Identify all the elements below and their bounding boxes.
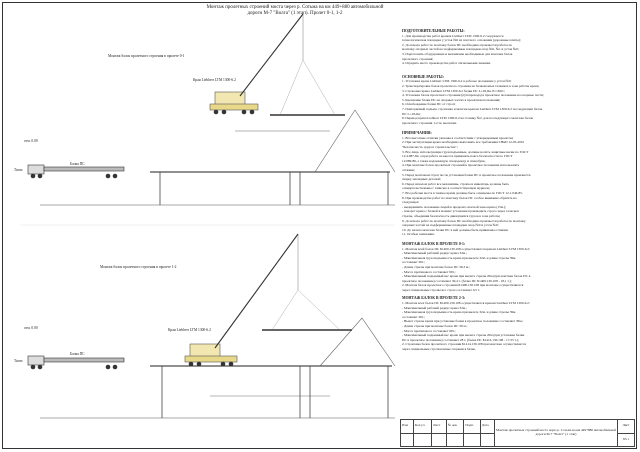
beam-label-2: Балка ПС [70,352,85,356]
main-item: 8. Перевод крана Liebherr LTM 1300-6.2 на стоянку №2, для последующего монтажа балок [402,116,534,121]
note-item: 10. До начала монтажа балки ПС к ней должны быть привязаны оттяжки; [402,227,509,232]
crane-chassis-1 [210,104,258,110]
main-item: 4. Установка балок пролетного строения (путепровода) в проектное положение на опорные части; [402,93,544,98]
embankment-2 [320,318,395,366]
piles-1 [160,172,388,205]
mount1-item: - Масса противовеса составляет 90т.; [402,269,456,274]
stamp-col: Кол.уч [413,420,431,434]
note-item: освидетельствованы с записью в соответствующем журнале; [402,186,491,191]
notes-column [402,26,634,352]
note-item: 9. До начала работ по монтажу балок ПС необходимо произвести работы по монтажу [402,218,526,223]
stamp-sheet-number: 83.1 [618,433,635,447]
crane-chassis-2 [185,356,237,362]
drawing1-caption: Монтаж балок пролетного строения в пролете 0-1 [108,54,185,58]
note-item: 3. Все лица, использующие грузоподъемные, должны носить защитные каски по ГОСТ [402,149,529,154]
truck-wheels-2 [31,365,117,369]
stamp-sheet-label: Лист [618,420,635,434]
title-block [400,419,635,447]
mount2-item: ПС в проектное положение) составляет 28 т. (балка ПС Б1414.130.108 - 17,35 т.); [402,337,519,342]
prep-heading: ПОДГОТОВИТЕЛЬНЫЕ РАБОТЫ: [402,29,465,33]
beam-label-1: Балка ПС [70,162,85,166]
mount1-item: - Максимальный рабочий радиус крана 32м.; [402,251,467,256]
prep-item: технологическая площадка у устоя №0 из плотного основания (дорожные плиты); [402,38,521,43]
truck-cab-2 [28,356,44,365]
drawing-span-0-1 [28,14,395,205]
mount1-item: через специальные стропы вес строп составляет 0,5 т. [402,287,480,292]
crane-wheels-2 [189,362,233,366]
note-item: 8. При производстве работ по монтажу балок ПС особое внимание обратить на [402,195,517,200]
note-item: - выдерживать положение людей в пределах опасной зоны крана (15м.); [402,204,506,209]
note-item: оттяжки; [402,168,415,173]
note-item: "Безопасность труда в строительстве"; [402,145,458,150]
main-item: 6. Освобождение балки ПС от строп; [402,102,456,107]
embankment-1 [315,110,395,172]
mount2-heading: МОНТАЖ БАЛОК В ПРОЛЕТЕ 2-3: [402,296,466,301]
main-item: 3. Строповка крана Liebherr LTM 1300-6.2 балки ПС L=18,0м, Р=18,0т.; [402,88,506,93]
note-item: 6. Перед началом работ все механизмы, стропы и инвентарь должны быть [402,181,510,186]
note-item: 4. При монтаже балок пролетных строений в проектное положение использовать [402,163,520,168]
prep-item: 2. До начала работ по монтажу балок ПС необходимо произвести работы по [402,42,513,47]
prep-item: 4. Оградить место производства работ сигнальными знаками. [402,61,491,66]
stamp-col: № док [446,420,464,434]
note-item: стрелы, объединив безопасность движущихся грузов в зоне работы; [402,213,501,218]
truck-label-1: Тягач [14,168,23,172]
prep-item: монтажу опорных частей на подферменные площадки опор №0, №1 и устоя №0; [402,47,519,52]
mount2-item: - Максимальная грузоподъемность крана при вылете 32м. и длине стрелы 39м. [402,310,517,315]
mount2-item: - Масса противовеса составляет 90т.; [402,328,456,333]
stamp-col: Дата [480,420,494,434]
note-item: 1. Все высотные отметки указаны в соответствии с утвержденным проектом; [402,135,514,140]
mount2-item: - Максимальный рабочий радиус крана 32м.; [402,305,467,310]
mount2-item: через специальные строповочные стержни в балке. [402,347,476,351]
mount1-item: - Максимальный подъемный вес крана при вылете стрелы 20м (при монтаже балок ПС в [402,274,531,279]
stamp-col: Подп. [464,420,481,434]
main-item: 5. Крепление балки ПС на опорных частях в проектном положении; [402,97,501,102]
stamp-col: Лист [432,420,447,434]
note-item: 2. При эксплуатации крана необходимо выполнять все требования СНиП 12-03-2001 [402,140,525,145]
prep-item: 3. Подготовить оборудование и механизмы необходимые для монтажа балок [402,51,513,56]
crane-wheels-1 [214,110,254,114]
note-item: 11. Особые замечания. [402,232,435,237]
stamp-title: Монтаж пролетных строений моста через р. Сотьма на км 449+880 автомобильной дороги М-7 "Волга" (1 этап) [495,420,618,447]
mount1-item: проектное положение) составляет 39,4 т. (балка ПС Б1400.130.108 - 18,1 т.); [402,278,512,283]
mount1-item: 1. Монтаж всей балок ПС Б1400.130.108 осуществляется краном Liebherr LTM 1300-6.2: [402,246,530,251]
drawing2-caption: Монтаж балок пролетного строения в пролете 1-2 [100,265,177,269]
mount2-item: 2. Строповка балок пролетного строения Б1414.130.108 при монтаже осуществляется [402,342,526,347]
crane-boom-1 [240,14,303,96]
note-item: опорных частей на подферменные площадки опор №0 и устоя №0; [402,223,499,228]
note-item: 7. Все рабочие места в темное время должны быть освещены по ГОСТ 12.1.046-85. [402,191,523,195]
prep-item: 1. Для производства работ краном Liebherr LTM 1300-6.2 сооружается [402,33,504,38]
drawing-span-1-2 [28,234,395,418]
mount1-heading: МОНТАЖ БАЛОК В ПРОЛЕТЕ 0-1: [402,241,466,246]
crane-label-2: Кран Liebherr LTM 1300-6.2 [168,328,211,332]
stamp-col: Изм [401,420,414,434]
notes-heading: ПРИМЕЧАНИЯ: [402,131,432,136]
piles-2 [162,366,388,418]
beam-on-truck-2 [44,358,124,362]
truck-cab-1 [28,165,44,174]
main-item: 1. Установка крана Liebherr LTM 1300-6.2 в рабочее положение у устоя №0; [402,79,512,84]
prep-item: пролетного строения; [402,56,434,61]
main-item: 7. Повторяемый подъем, строповка и монтаж краном Liebherr LTM 1300-6.2 последующих балок [402,106,543,111]
truck-wheels-1 [31,174,117,178]
mount2-item: - Максимальный подъемный вес крана при вылете стрелы 20м (при установке балки [402,333,525,338]
crane-boom-2 [215,234,298,348]
elevation-label-2: отм. 0.00 [24,326,38,330]
main-item: ПС L=18,0м; [402,111,421,116]
note-item: - поворот крана с балкой в момент установки производить строго через телескоп [402,209,519,214]
mount1-item: составляет 26т.; [402,260,425,265]
elevation-label-1: отм. 0.00 [24,139,38,143]
beam-on-truck-1 [44,167,124,171]
main-item: 2. Транспортировка балок пролетного строения на балковозных тележках к зоне работы крана; [402,83,540,88]
mount2-item: - Длина стрелы при монтаже балок ПС 39 м.; [402,324,468,329]
truck-label-2: Тягач [14,359,23,363]
mount1-item: - Максимальная грузоподъемность крана при вылете 32м. и длине стрелы 39м. [402,255,517,260]
mount1-item: 2. Монтаж балок пролетного строения Б1400.130.108 при монтаже осуществляются [402,283,524,288]
crane-label-1: Кран Liebherr LTM 1300-6.2 [193,78,236,82]
note-item: сварку закладных деталей; [402,177,441,182]
main-heading: ОСНОВНЫЕ РАБОТЫ: [402,74,444,79]
sheet-title: Монтаж пролетных строений моста через р. Сотьма на км 449+880 автомобильной дороги М-7 "Волга" (1 этап). Пролет 0-1, 1-2 [206,5,384,16]
mount2-item: 1. Монтаж всех балок ПС Б1400.130.108 осуществляется краном Liebherr LTM 1300-6.2: [402,301,530,306]
note-item: 12.089-86, а также надлежащую спецодежду и спецобувь; [402,158,486,163]
note-item: 12.4.087-84, а при работе на высоте применять пояса безопасности по ГОСТ [402,154,513,159]
main-item: пролетного строения 1-2 по аналогии. [402,120,458,125]
note-item: 5. Перед монтажом строп после установки балки ПС в проектное положение произвести [402,172,531,177]
note-item: следующее: [402,200,420,205]
mount2-item: составляет 26т.; [402,314,425,319]
mount2-item: - Вылет стрелы крана при установке балки в проектное положение составляет 39м.; [402,319,524,324]
mount1-item: - Длина стрелы при монтаже балок ПС 39,3 м.; [402,264,470,269]
